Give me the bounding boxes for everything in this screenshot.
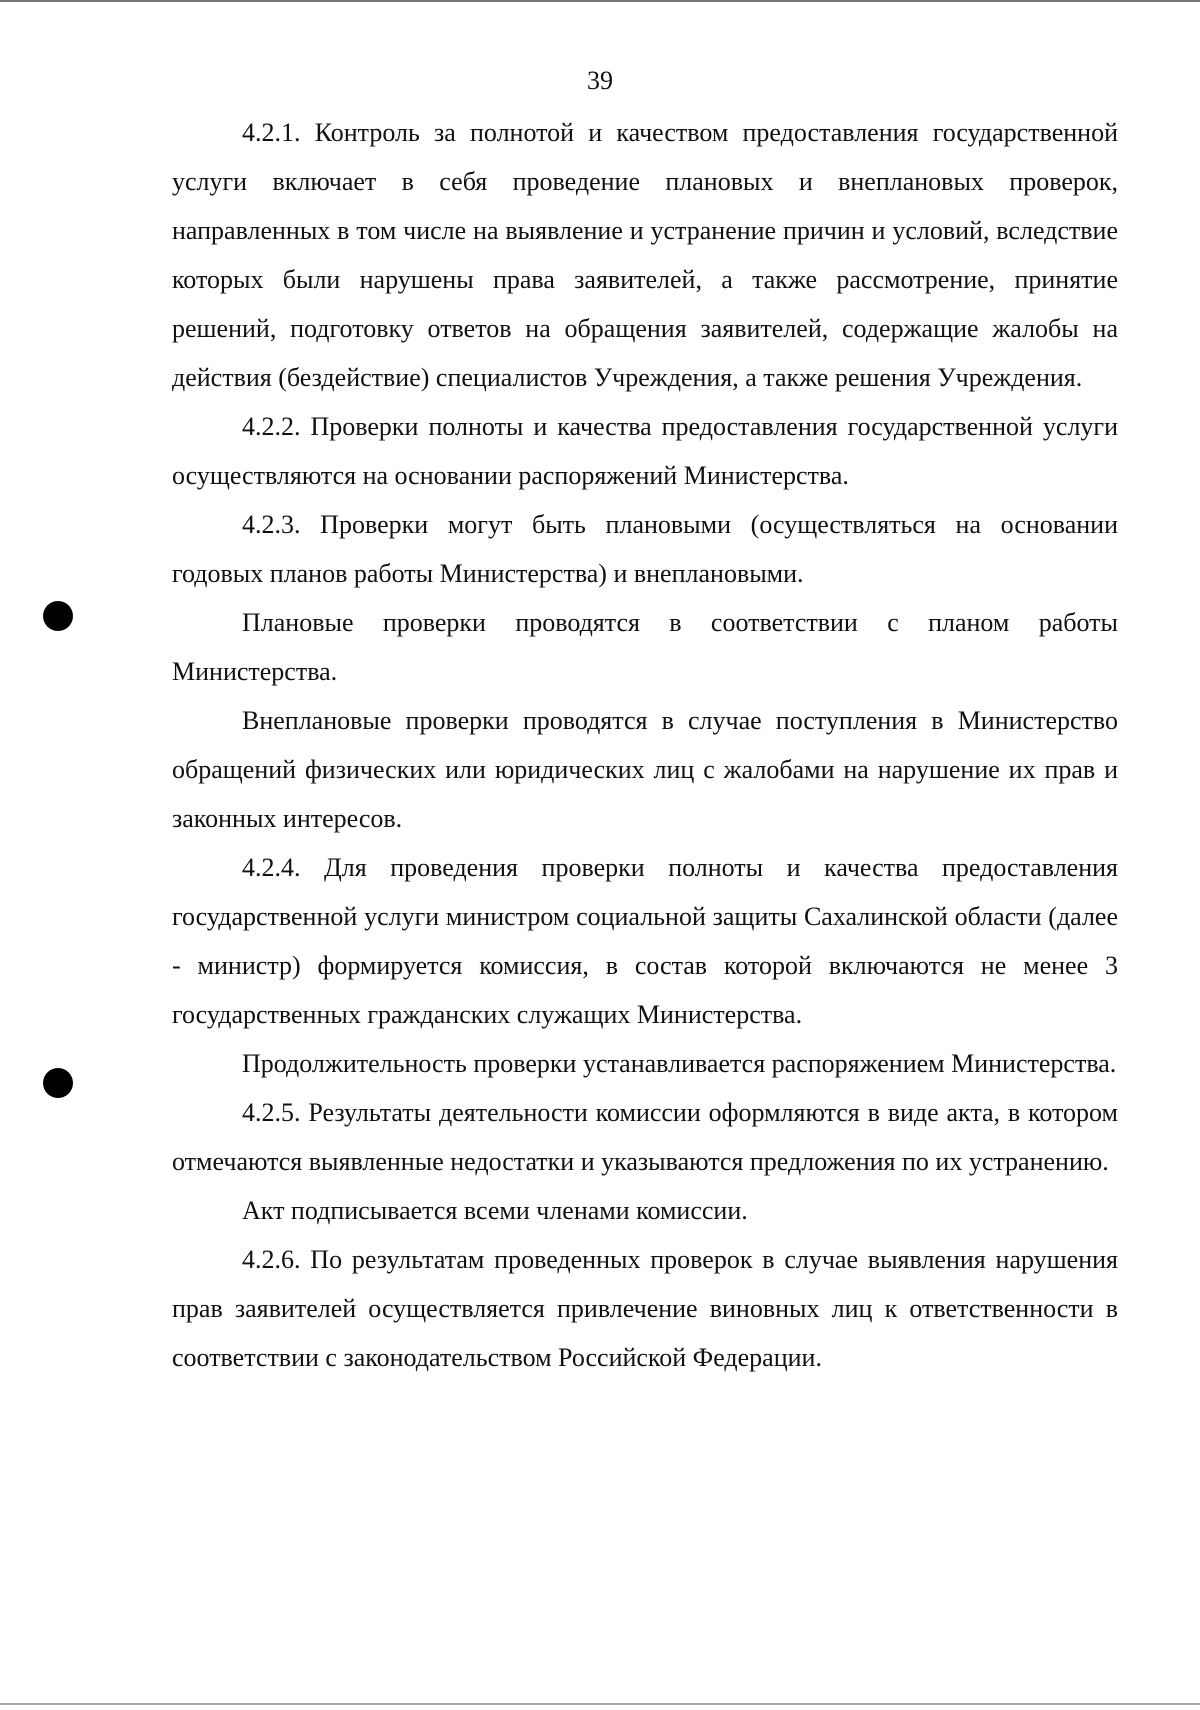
paragraph-4-2-1: 4.2.1. Контроль за полнотой и качеством предоставления государственной услуги включает в себя проведение плановых и внеплановых проверок, направленных в том числе на выявление и устранение причин и условий, вследствие которых были нарушены права заявителей, а также рассмотрение, принятие решений, подготовку ответов на обращения заявителей, содержащие жалобы на действия (бездействие) специалистов Учреждения, а также решения Учреждения. <box>172 118 1118 392</box>
paragraph-4-2-2: 4.2.2. Проверки полноты и качества предоставления государственной услуги осуществляются на основании распоряжений Министерства. <box>172 412 1118 490</box>
document-body <box>172 108 1118 1382</box>
page-number: 39 <box>587 66 613 95</box>
punch-hole-lower <box>43 1068 73 1098</box>
paragraph-unplanned-checks: Внеплановые проверки проводятся в случае поступления в Министерство обращений физических или юридических лиц с жалобами на нарушение их прав и законных интересов. <box>172 706 1118 833</box>
paragraph-4-2-5: 4.2.5. Результаты деятельности комиссии оформляются в виде акта, в котором отмечаются выявленные недостатки и указываются предложения по их устранению. <box>172 1098 1118 1176</box>
paragraph-4-2-6: 4.2.6. По результатам проведенных проверок в случае выявления нарушения прав заявителей осуществляется привлечение виновных лиц к ответственности в соответствии с законодательством Российской Федерации. <box>172 1245 1118 1372</box>
paragraph-check-duration: Продолжительность проверки устанавливается распоряжением Министерства. <box>242 1049 1117 1078</box>
paragraph-planned-checks: Плановые проверки проводятся в соответствии с планом работы Министерства. <box>172 608 1118 686</box>
punch-hole-upper <box>43 601 73 631</box>
top-scan-edge <box>0 0 1200 2</box>
paragraph-4-2-4: 4.2.4. Для проведения проверки полноты и качества предоставления государственной услуги министром социальной защиты Сахалинской области (далее - министр) формируется комиссия, в состав которой включаются не менее 3 государственных гражданских служащих Министерства. <box>172 853 1118 1029</box>
bottom-scan-edge <box>0 1703 1200 1705</box>
paragraph-4-2-3: 4.2.3. Проверки могут быть плановыми (осуществляться на основании годовых планов работы Министерства) и внеплановыми. <box>172 510 1118 588</box>
paragraph-act-signing: Акт подписывается всеми членами комиссии. <box>242 1196 748 1225</box>
